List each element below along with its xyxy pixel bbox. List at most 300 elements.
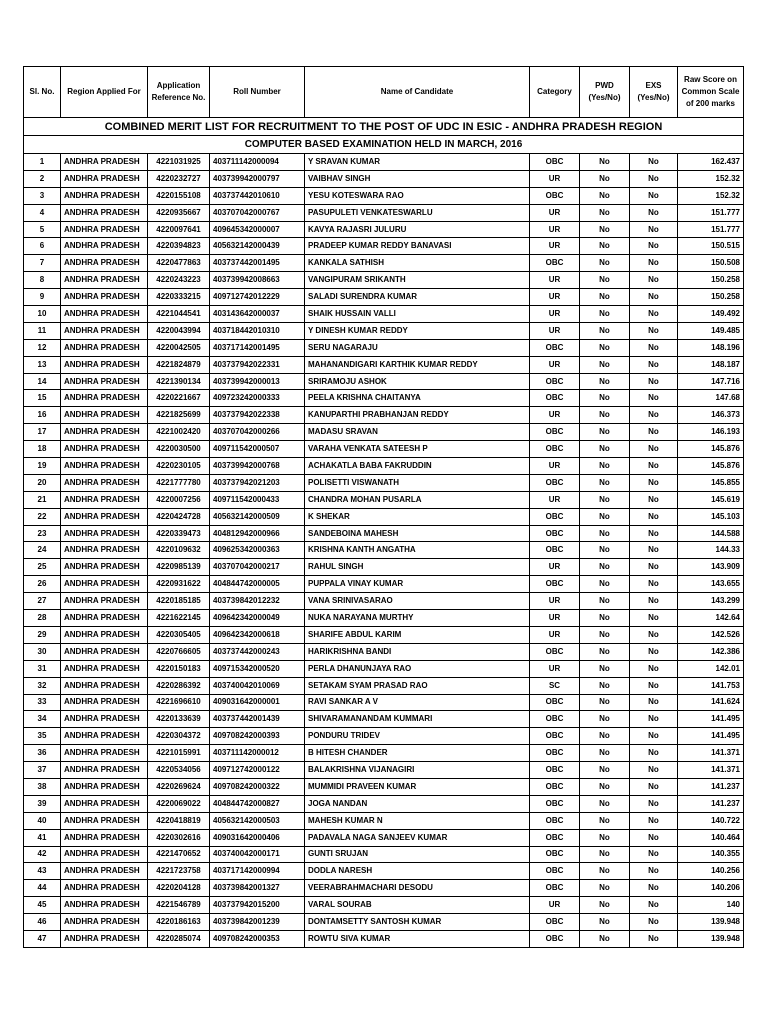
exs-cell: No <box>630 322 678 339</box>
table-row <box>24 170 744 187</box>
candidate-name-cell: VANGIPURAM SRIKANTH <box>305 272 530 289</box>
application-ref-cell: 4220109632 <box>148 542 210 559</box>
pwd-cell: No <box>580 914 630 931</box>
table-row <box>24 930 744 947</box>
merit-list-body <box>24 154 744 948</box>
pwd-cell: No <box>580 204 630 221</box>
application-ref-cell: 4220424728 <box>148 508 210 525</box>
application-ref-cell: 4220766605 <box>148 643 210 660</box>
table-row <box>24 373 744 390</box>
category-cell: UR <box>530 238 580 255</box>
raw-score-cell: 146.193 <box>678 424 744 441</box>
table-row <box>24 643 744 660</box>
raw-score-cell: 143.299 <box>678 593 744 610</box>
pwd-cell: No <box>580 711 630 728</box>
region-cell: ANDHRA PRADESH <box>61 762 148 779</box>
pwd-cell: No <box>580 306 630 323</box>
application-ref-cell: 4220030500 <box>148 441 210 458</box>
document-title: COMBINED MERIT LIST FOR RECRUITMENT TO THE POST OF UDC IN ESIC - ANDHRA PRADESH REGION <box>24 118 744 136</box>
roll-number-cell: 409625342000363 <box>210 542 305 559</box>
table-row <box>24 795 744 812</box>
region-cell: ANDHRA PRADESH <box>61 255 148 272</box>
category-cell: OBC <box>530 424 580 441</box>
candidate-name-cell: PASUPULETI VENKATESWARLU <box>305 204 530 221</box>
sl-no-cell: 31 <box>24 660 61 677</box>
table-row <box>24 289 744 306</box>
raw-score-cell: 140 <box>678 897 744 914</box>
application-ref-cell: 4220985139 <box>148 559 210 576</box>
roll-number-cell: 409708242000322 <box>210 778 305 795</box>
application-ref-cell: 4220186163 <box>148 914 210 931</box>
candidate-name-cell: VARAHA VENKATA SATEESH P <box>305 441 530 458</box>
application-ref-cell: 4220394823 <box>148 238 210 255</box>
sl-no-cell: 39 <box>24 795 61 812</box>
region-cell: ANDHRA PRADESH <box>61 711 148 728</box>
candidate-name-cell: ACHAKATLA BABA FAKRUDDIN <box>305 458 530 475</box>
category-cell: UR <box>530 289 580 306</box>
application-ref-cell: 4221470652 <box>148 846 210 863</box>
raw-score-cell: 142.386 <box>678 643 744 660</box>
roll-number-cell: 403707042000266 <box>210 424 305 441</box>
category-cell: OBC <box>530 930 580 947</box>
pwd-cell: No <box>580 660 630 677</box>
candidate-name-cell: ROWTU SIVA KUMAR <box>305 930 530 947</box>
application-ref-cell: 4220232727 <box>148 170 210 187</box>
exs-cell: No <box>630 458 678 475</box>
pwd-cell: No <box>580 491 630 508</box>
pwd-cell: No <box>580 559 630 576</box>
col-header-exs: EXS (Yes/No) <box>630 67 678 118</box>
raw-score-cell: 139.948 <box>678 914 744 931</box>
region-cell: ANDHRA PRADESH <box>61 576 148 593</box>
raw-score-cell: 162.437 <box>678 154 744 171</box>
roll-number-cell: 403707042000217 <box>210 559 305 576</box>
sl-no-cell: 8 <box>24 272 61 289</box>
category-cell: OBC <box>530 508 580 525</box>
exs-cell: No <box>630 728 678 745</box>
table-row <box>24 812 744 829</box>
col-header-sl-no: Sl. No. <box>24 67 61 118</box>
table-row <box>24 424 744 441</box>
category-cell: UR <box>530 204 580 221</box>
table-row <box>24 441 744 458</box>
region-cell: ANDHRA PRADESH <box>61 525 148 542</box>
category-cell: OBC <box>530 728 580 745</box>
category-cell: UR <box>530 306 580 323</box>
exs-cell: No <box>630 559 678 576</box>
candidate-name-cell: VAIBHAV SINGH <box>305 170 530 187</box>
exs-cell: No <box>630 289 678 306</box>
raw-score-cell: 142.01 <box>678 660 744 677</box>
roll-number-cell: 403739942008663 <box>210 272 305 289</box>
roll-number-cell: 403739842012232 <box>210 593 305 610</box>
roll-number-cell: 403739842001239 <box>210 914 305 931</box>
table-row <box>24 187 744 204</box>
raw-score-cell: 139.948 <box>678 930 744 947</box>
category-cell: OBC <box>530 846 580 863</box>
exs-cell: No <box>630 390 678 407</box>
table-row <box>24 677 744 694</box>
roll-number-cell: 403718442010310 <box>210 322 305 339</box>
raw-score-cell: 141.753 <box>678 677 744 694</box>
raw-score-cell: 147.68 <box>678 390 744 407</box>
table-row <box>24 542 744 559</box>
application-ref-cell: 4221015991 <box>148 745 210 762</box>
raw-score-cell: 140.206 <box>678 880 744 897</box>
application-ref-cell: 4220243223 <box>148 272 210 289</box>
pwd-cell: No <box>580 576 630 593</box>
category-cell: OBC <box>530 643 580 660</box>
sl-no-cell: 41 <box>24 829 61 846</box>
col-header-category: Category <box>530 67 580 118</box>
category-cell: UR <box>530 221 580 238</box>
sl-no-cell: 37 <box>24 762 61 779</box>
roll-number-cell: 403739942000013 <box>210 373 305 390</box>
region-cell: ANDHRA PRADESH <box>61 677 148 694</box>
exs-cell: No <box>630 424 678 441</box>
sl-no-cell: 20 <box>24 474 61 491</box>
sl-no-cell: 26 <box>24 576 61 593</box>
candidate-name-cell: PEELA KRISHNA CHAITANYA <box>305 390 530 407</box>
candidate-name-cell: KAVYA RAJASRI JULURU <box>305 221 530 238</box>
candidate-name-cell: VARAL SOURAB <box>305 897 530 914</box>
candidate-name-cell: MAHESH KUMAR N <box>305 812 530 829</box>
pwd-cell: No <box>580 154 630 171</box>
exs-cell: No <box>630 897 678 914</box>
application-ref-cell: 4220221667 <box>148 390 210 407</box>
category-cell: UR <box>530 610 580 627</box>
application-ref-cell: 4221824879 <box>148 356 210 373</box>
candidate-name-cell: SALADI SURENDRA KUMAR <box>305 289 530 306</box>
category-cell: UR <box>530 458 580 475</box>
roll-number-cell: 403739942000797 <box>210 170 305 187</box>
candidate-name-cell: SHIVARAMANANDAM KUMMARI <box>305 711 530 728</box>
sl-no-cell: 3 <box>24 187 61 204</box>
category-cell: OBC <box>530 812 580 829</box>
roll-number-cell: 409031642000406 <box>210 829 305 846</box>
sl-no-cell: 43 <box>24 863 61 880</box>
raw-score-cell: 149.492 <box>678 306 744 323</box>
col-header-pwd: PWD (Yes/No) <box>580 67 630 118</box>
raw-score-cell: 145.876 <box>678 441 744 458</box>
raw-score-cell: 145.103 <box>678 508 744 525</box>
region-cell: ANDHRA PRADESH <box>61 390 148 407</box>
category-cell: OBC <box>530 255 580 272</box>
sl-no-cell: 12 <box>24 339 61 356</box>
exs-cell: No <box>630 187 678 204</box>
candidate-name-cell: KANKALA SATHISH <box>305 255 530 272</box>
sl-no-cell: 40 <box>24 812 61 829</box>
raw-score-cell: 145.855 <box>678 474 744 491</box>
candidate-name-cell: PRADEEP KUMAR REDDY BANAVASI <box>305 238 530 255</box>
raw-score-cell: 143.655 <box>678 576 744 593</box>
pwd-cell: No <box>580 255 630 272</box>
sl-no-cell: 5 <box>24 221 61 238</box>
exs-cell: No <box>630 238 678 255</box>
roll-number-cell: 403737942022338 <box>210 407 305 424</box>
pwd-cell: No <box>580 474 630 491</box>
roll-number-cell: 409712742012229 <box>210 289 305 306</box>
application-ref-cell: 4220069022 <box>148 795 210 812</box>
roll-number-cell: 403143642000037 <box>210 306 305 323</box>
candidate-name-cell: SANDEBOINA MAHESH <box>305 525 530 542</box>
sl-no-cell: 2 <box>24 170 61 187</box>
candidate-name-cell: NUKA NARAYANA MURTHY <box>305 610 530 627</box>
pwd-cell: No <box>580 694 630 711</box>
exs-cell: No <box>630 914 678 931</box>
category-cell: OBC <box>530 795 580 812</box>
roll-number-cell: 405632142000509 <box>210 508 305 525</box>
pwd-cell: No <box>580 863 630 880</box>
pwd-cell: No <box>580 643 630 660</box>
table-row <box>24 322 744 339</box>
pwd-cell: No <box>580 812 630 829</box>
region-cell: ANDHRA PRADESH <box>61 424 148 441</box>
pwd-cell: No <box>580 272 630 289</box>
region-cell: ANDHRA PRADESH <box>61 154 148 171</box>
sl-no-cell: 18 <box>24 441 61 458</box>
sl-no-cell: 21 <box>24 491 61 508</box>
merit-list-table <box>23 66 744 948</box>
category-cell: UR <box>530 559 580 576</box>
table-row <box>24 306 744 323</box>
table-row <box>24 356 744 373</box>
roll-number-cell: 403739842001327 <box>210 880 305 897</box>
exs-cell: No <box>630 306 678 323</box>
sl-no-cell: 47 <box>24 930 61 947</box>
sl-no-cell: 44 <box>24 880 61 897</box>
raw-score-cell: 145.876 <box>678 458 744 475</box>
region-cell: ANDHRA PRADESH <box>61 795 148 812</box>
application-ref-cell: 4220286392 <box>148 677 210 694</box>
application-ref-cell: 4220043994 <box>148 322 210 339</box>
raw-score-cell: 141.624 <box>678 694 744 711</box>
sl-no-cell: 29 <box>24 626 61 643</box>
region-cell: ANDHRA PRADESH <box>61 846 148 863</box>
raw-score-cell: 144.588 <box>678 525 744 542</box>
raw-score-cell: 150.508 <box>678 255 744 272</box>
application-ref-cell: 4220931622 <box>148 576 210 593</box>
table-row <box>24 474 744 491</box>
category-cell: UR <box>530 593 580 610</box>
roll-number-cell: 403737442001439 <box>210 711 305 728</box>
sl-no-cell: 34 <box>24 711 61 728</box>
sl-no-cell: 35 <box>24 728 61 745</box>
sl-no-cell: 32 <box>24 677 61 694</box>
raw-score-cell: 152.32 <box>678 170 744 187</box>
sl-no-cell: 7 <box>24 255 61 272</box>
region-cell: ANDHRA PRADESH <box>61 829 148 846</box>
category-cell: UR <box>530 660 580 677</box>
exs-cell: No <box>630 677 678 694</box>
exs-cell: No <box>630 356 678 373</box>
raw-score-cell: 145.619 <box>678 491 744 508</box>
raw-score-cell: 142.64 <box>678 610 744 627</box>
sl-no-cell: 9 <box>24 289 61 306</box>
region-cell: ANDHRA PRADESH <box>61 187 148 204</box>
raw-score-cell: 140.256 <box>678 863 744 880</box>
table-row <box>24 238 744 255</box>
raw-score-cell: 141.237 <box>678 795 744 812</box>
exs-cell: No <box>630 593 678 610</box>
roll-number-cell: 403737442001495 <box>210 255 305 272</box>
application-ref-cell: 4220418819 <box>148 812 210 829</box>
category-cell: OBC <box>530 373 580 390</box>
application-ref-cell: 4220285074 <box>148 930 210 947</box>
sl-no-cell: 45 <box>24 897 61 914</box>
raw-score-cell: 151.777 <box>678 204 744 221</box>
table-row <box>24 576 744 593</box>
region-cell: ANDHRA PRADESH <box>61 930 148 947</box>
roll-number-cell: 403737442010610 <box>210 187 305 204</box>
table-row <box>24 255 744 272</box>
pwd-cell: No <box>580 339 630 356</box>
table-row <box>24 221 744 238</box>
merit-list-sheet <box>23 66 743 948</box>
region-cell: ANDHRA PRADESH <box>61 880 148 897</box>
exs-cell: No <box>630 508 678 525</box>
exs-cell: No <box>630 255 678 272</box>
candidate-name-cell: MUMMIDI PRAVEEN KUMAR <box>305 778 530 795</box>
table-row <box>24 204 744 221</box>
exs-cell: No <box>630 829 678 846</box>
category-cell: UR <box>530 322 580 339</box>
table-row <box>24 610 744 627</box>
category-cell: SC <box>530 677 580 694</box>
region-cell: ANDHRA PRADESH <box>61 306 148 323</box>
exs-cell: No <box>630 762 678 779</box>
region-cell: ANDHRA PRADESH <box>61 694 148 711</box>
region-cell: ANDHRA PRADESH <box>61 812 148 829</box>
region-cell: ANDHRA PRADESH <box>61 373 148 390</box>
sl-no-cell: 36 <box>24 745 61 762</box>
candidate-name-cell: SHARIFE ABDUL KARIM <box>305 626 530 643</box>
exs-cell: No <box>630 711 678 728</box>
pwd-cell: No <box>580 238 630 255</box>
region-cell: ANDHRA PRADESH <box>61 458 148 475</box>
table-row <box>24 846 744 863</box>
region-cell: ANDHRA PRADESH <box>61 339 148 356</box>
subtitle-row <box>24 136 744 154</box>
roll-number-cell: 403740042000171 <box>210 846 305 863</box>
sl-no-cell: 42 <box>24 846 61 863</box>
sl-no-cell: 13 <box>24 356 61 373</box>
table-row <box>24 728 744 745</box>
application-ref-cell: 4220333215 <box>148 289 210 306</box>
region-cell: ANDHRA PRADESH <box>61 322 148 339</box>
col-header-application-ref: Application Reference No. <box>148 67 210 118</box>
candidate-name-cell: SRIRAMOJU ASHOK <box>305 373 530 390</box>
roll-number-cell: 403707042000767 <box>210 204 305 221</box>
application-ref-cell: 4221622145 <box>148 610 210 627</box>
exs-cell: No <box>630 930 678 947</box>
header-row <box>24 67 744 118</box>
raw-score-cell: 140.464 <box>678 829 744 846</box>
application-ref-cell: 4221002420 <box>148 424 210 441</box>
region-cell: ANDHRA PRADESH <box>61 221 148 238</box>
pwd-cell: No <box>580 441 630 458</box>
table-row <box>24 863 744 880</box>
raw-score-cell: 140.722 <box>678 812 744 829</box>
table-row <box>24 458 744 475</box>
exs-cell: No <box>630 778 678 795</box>
exs-cell: No <box>630 491 678 508</box>
roll-number-cell: 403711142000094 <box>210 154 305 171</box>
region-cell: ANDHRA PRADESH <box>61 204 148 221</box>
table-row <box>24 762 744 779</box>
pwd-cell: No <box>580 390 630 407</box>
pwd-cell: No <box>580 525 630 542</box>
col-header-candidate-name: Name of Candidate <box>305 67 530 118</box>
raw-score-cell: 150.258 <box>678 289 744 306</box>
pwd-cell: No <box>580 593 630 610</box>
category-cell: OBC <box>530 694 580 711</box>
category-cell: UR <box>530 272 580 289</box>
roll-number-cell: 405632142000439 <box>210 238 305 255</box>
category-cell: OBC <box>530 745 580 762</box>
raw-score-cell: 141.371 <box>678 745 744 762</box>
candidate-name-cell: Y DINESH KUMAR REDDY <box>305 322 530 339</box>
region-cell: ANDHRA PRADESH <box>61 289 148 306</box>
region-cell: ANDHRA PRADESH <box>61 728 148 745</box>
application-ref-cell: 4221031925 <box>148 154 210 171</box>
document-subtitle: COMPUTER BASED EXAMINATION HELD IN MARCH, 2016 <box>24 136 744 154</box>
pwd-cell: No <box>580 407 630 424</box>
exs-cell: No <box>630 474 678 491</box>
category-cell: OBC <box>530 880 580 897</box>
application-ref-cell: 4221546789 <box>148 897 210 914</box>
region-cell: ANDHRA PRADESH <box>61 863 148 880</box>
category-cell: OBC <box>530 829 580 846</box>
candidate-name-cell: HARIKRISHNA BANDI <box>305 643 530 660</box>
category-cell: OBC <box>530 339 580 356</box>
roll-number-cell: 403737942021203 <box>210 474 305 491</box>
roll-number-cell: 409712742000122 <box>210 762 305 779</box>
roll-number-cell: 409645342000007 <box>210 221 305 238</box>
pwd-cell: No <box>580 745 630 762</box>
table-row <box>24 339 744 356</box>
sl-no-cell: 10 <box>24 306 61 323</box>
exs-cell: No <box>630 610 678 627</box>
roll-number-cell: 409715342000520 <box>210 660 305 677</box>
roll-number-cell: 405632142000503 <box>210 812 305 829</box>
candidate-name-cell: RAHUL SINGH <box>305 559 530 576</box>
candidate-name-cell: SETAKAM SYAM PRASAD RAO <box>305 677 530 694</box>
category-cell: UR <box>530 170 580 187</box>
roll-number-cell: 404844742000005 <box>210 576 305 593</box>
category-cell: OBC <box>530 525 580 542</box>
exs-cell: No <box>630 339 678 356</box>
region-cell: ANDHRA PRADESH <box>61 491 148 508</box>
sl-no-cell: 11 <box>24 322 61 339</box>
candidate-name-cell: MAHANANDIGARI KARTHIK KUMAR REDDY <box>305 356 530 373</box>
application-ref-cell: 4220269624 <box>148 778 210 795</box>
category-cell: OBC <box>530 711 580 728</box>
region-cell: ANDHRA PRADESH <box>61 508 148 525</box>
exs-cell: No <box>630 170 678 187</box>
application-ref-cell: 4220204128 <box>148 880 210 897</box>
table-row <box>24 508 744 525</box>
category-cell: UR <box>530 897 580 914</box>
roll-number-cell: 403717142001495 <box>210 339 305 356</box>
table-row <box>24 897 744 914</box>
table-row <box>24 525 744 542</box>
pwd-cell: No <box>580 930 630 947</box>
candidate-name-cell: CHANDRA MOHAN PUSARLA <box>305 491 530 508</box>
exs-cell: No <box>630 812 678 829</box>
sl-no-cell: 24 <box>24 542 61 559</box>
roll-number-cell: 403739942000768 <box>210 458 305 475</box>
